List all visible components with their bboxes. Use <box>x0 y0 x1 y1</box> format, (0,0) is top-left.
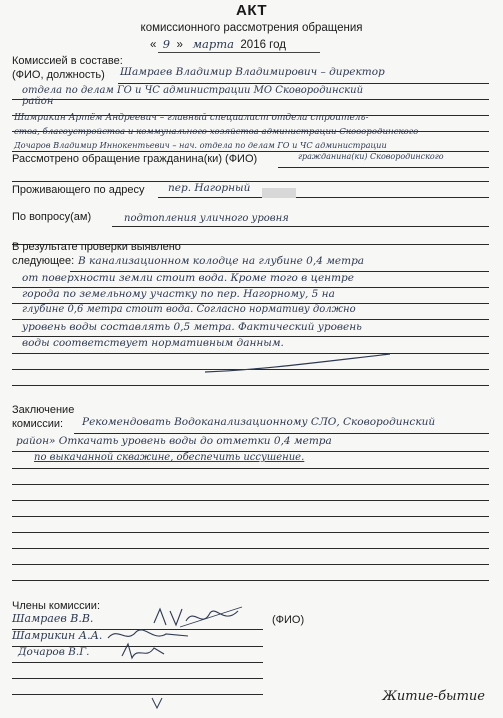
findings-line-2: от поверхности земли стоит вода. Кроме того в центре <box>22 272 354 284</box>
commission-line-2: отдела по делам ГО и ЧС администрации МО Сковородинский <box>22 85 364 96</box>
redaction-block <box>262 188 296 198</box>
document-title: АКТ <box>235 2 268 19</box>
commission-line-3: район <box>22 96 54 107</box>
watermark: Житие-бытие <box>382 689 485 704</box>
commission-line-5: ства, благоустройства и коммунального хозяйства администрации Сковородинского <box>14 127 419 137</box>
appeal-value: гражданина(ки) Сковородинского <box>298 152 444 161</box>
member-signature-2: Шамрикин А.А. <box>12 629 103 642</box>
rule <box>118 83 489 84</box>
address-label: Проживающего по адресу <box>12 184 145 196</box>
date-year: 2016 год <box>240 39 286 51</box>
conclusion-line-2: район» Откачать уровень воды до отметки 0,4 метра <box>16 435 332 447</box>
rule <box>12 516 489 517</box>
signature-scribble-3 <box>118 640 168 662</box>
date-day: 9 <box>162 37 171 51</box>
commission-member-1: Шамраев Владимир Владимирович – директор <box>120 66 385 78</box>
rule <box>12 678 263 679</box>
member-signature-1: Шамраев В.В. <box>12 612 94 625</box>
rule <box>278 167 489 168</box>
rule <box>12 580 489 581</box>
findings-line-5: уровень воды составлять 0,5 метра. Фактический уровень <box>22 321 362 333</box>
rule <box>12 484 489 485</box>
rule <box>12 662 263 663</box>
date-month: марта <box>192 37 235 51</box>
document-subtitle: комиссионного рассмотрения обращения <box>140 22 363 34</box>
fio-suffix: (ФИО) <box>272 614 305 626</box>
conclusion-line-1: Рекомендовать Водоканализационному СЛО, Сковородинский <box>82 416 436 428</box>
findings-label-2: следующее: <box>12 255 75 267</box>
address-value: пер. Нагорный <box>168 182 251 194</box>
rule <box>12 181 489 182</box>
members-label: Члены комиссии: <box>12 600 101 612</box>
rule <box>12 385 489 386</box>
rule <box>112 226 489 227</box>
conclusion-label: Заключение <box>12 404 75 416</box>
rule <box>12 564 489 565</box>
findings-line-1: В канализационном колодце на глубине 0,4 метра <box>78 255 365 267</box>
strike-through-mark <box>200 350 400 380</box>
rule <box>12 468 489 469</box>
findings-label: В результате проверки выявлено <box>12 241 181 253</box>
fio-position-label: (ФИО, должность) <box>12 69 105 81</box>
rule <box>12 532 489 533</box>
question-value: подтопления уличного уровня <box>124 213 289 224</box>
conclusion-label-2: комиссии: <box>12 418 64 430</box>
rule <box>158 197 489 198</box>
rule <box>12 319 489 320</box>
question-label: По вопросу(ам) <box>12 211 92 223</box>
commission-line-4: Шамрикин Артём Андреевич – главный специалист отдела строитель- <box>14 113 369 123</box>
rule <box>12 99 489 100</box>
conclusion-line-3: по выкачанной скважине, обеспечить иссушение. <box>34 452 305 463</box>
rule <box>12 548 489 549</box>
date-underline <box>158 52 320 53</box>
member-signature-3: Дочаров В.Г. <box>18 646 90 658</box>
rule <box>12 694 263 695</box>
commission-line-6: Дочаров Владимир Иннокентьевич – нач. отдела по делам ГО и ЧС администрации <box>14 140 387 150</box>
appeal-label: Рассмотрено обращение гражданина(ки) (ФИО) <box>12 153 258 165</box>
commission-label: Комиссией в составе: <box>12 55 123 67</box>
date-line: « 9 » марта 2016 год <box>150 37 286 51</box>
findings-line-3: города по земельному участку по пер. Нагорному, 5 на <box>22 288 335 300</box>
pen-mark <box>150 696 164 710</box>
findings-line-6: воды соответствует нормативным данным. <box>22 337 284 349</box>
rule <box>74 433 489 434</box>
rule <box>12 500 489 501</box>
findings-line-4: глубине 0,6 метра стоит вода. Согласно нормативу должно <box>22 304 356 315</box>
